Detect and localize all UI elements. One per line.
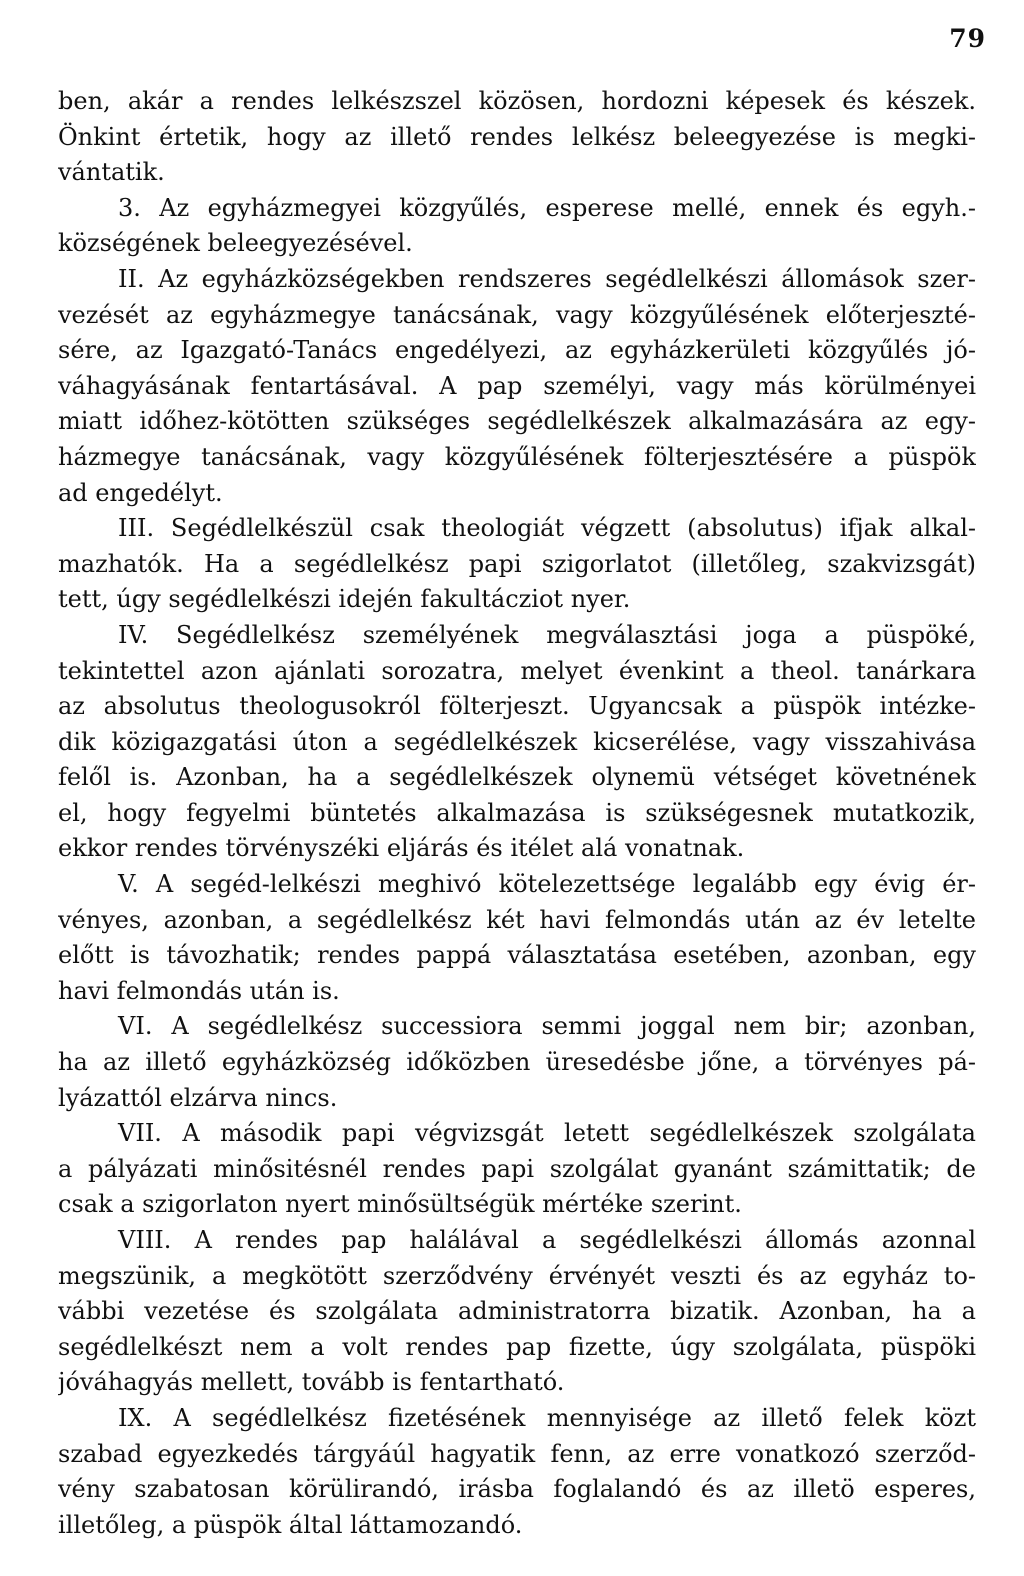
text-line: vezését az egyházmegye tanácsának, vagy közgyűlésének előterjeszté- <box>58 300 976 329</box>
text-line: havi felmondás után is. <box>58 976 340 1005</box>
text-line: dik közigazgatási úton a segédlelkészek kicserélése, vagy visszahivása <box>58 727 976 756</box>
text-line: Önkint értetik, hogy az illető rendes lelkész beleegyezése is megki- <box>58 122 976 151</box>
text-line: községének beleegyezésével. <box>58 229 413 258</box>
text-line: VIII. A rendes pap halálával a segédlelkészi állomás azonnal <box>118 1226 976 1254</box>
text-line: VI. A segédlelkész successiora semmi joggal nem bir; azonban, <box>118 1012 976 1041</box>
text-line: ben, akár a rendes lelkészszel közösen, hordozni képesek és készek. <box>58 87 976 115</box>
text-line: tekintettel azon ajánlati sorozatra, melyet évenkint a theol. tanárkara <box>58 656 976 685</box>
text-line: felől is. Azonban, ha a segédlelkészek olynemü vétséget követnének <box>58 763 976 792</box>
text-line: 3. Az egyházmegyei közgyűlés, esperese mellé, ennek és egyh.- <box>118 193 976 222</box>
text-line: szabad egyezkedés tárgyáúl hagyatik fenn, az erre vonatkozó szerződ- <box>58 1439 976 1468</box>
text-line: vényes, azonban, a segédlelkész két havi felmondás után az év letelte <box>58 905 976 934</box>
text-line: vény szabatosan körülirandó, irásba foglalandó és az illetö esperes, <box>58 1475 976 1504</box>
text-line: vábbi vezetése és szolgálata administratorra bizatik. Azonban, ha a <box>58 1297 976 1326</box>
text-line: sére, az Igazgató-Tanács engedélyezi, az egyházkerületi közgyűlés jó- <box>58 336 976 365</box>
text-line: ha az illető egyházközség időközben üresedésbe jőne, a törvényes pá- <box>58 1048 976 1077</box>
text-line: a pályázati minősitésnél rendes papi szolgálat gyanánt számittatik; de <box>58 1154 976 1183</box>
text-line: csak a szigorlaton nyert minősültségük mértéke szerint. <box>58 1190 742 1219</box>
text-line: V. A segéd-lelkészi meghivó kötelezettsége legalább egy évig ér- <box>118 870 976 899</box>
text-line: váhagyásának fentartásával. A pap személyi, vagy más körülményei <box>58 371 976 400</box>
text-line: mazhatók. Ha a segédlelkész papi szigorlatot (illetőleg, szakvizsgát) <box>58 549 976 578</box>
text-line: illetőleg, a püspök által láttamozandó. <box>58 1510 523 1539</box>
text-line: VII. A második papi végvizsgát letett segédlelkészek szolgálata <box>118 1119 976 1148</box>
text-line: ekkor rendes törvényszéki eljárás és itélet alá vonatnak. <box>58 834 745 863</box>
text-line: el, hogy fegyelmi büntetés alkalmazása is szükségesnek mutatkozik, <box>58 798 976 827</box>
text-line: jóváhagyás mellett, tovább is fentartható. <box>58 1368 565 1397</box>
text-line: házmegye tanácsának, vagy közgyűlésének fölterjesztésére a püspök <box>58 442 976 471</box>
text-line: tett, úgy segédlelkészi idején fakultácziot nyer. <box>58 585 631 614</box>
text-line: megszünik, a megkötött szerződvény érvényét veszti és az egyház to- <box>58 1261 976 1290</box>
text-line: miatt időhez-kötötten szükséges segédlelkészek alkalmazására az egy- <box>58 407 976 436</box>
text-line: az absolutus theologusokról fölterjeszt. Ugyancsak a püspök intézke- <box>58 692 976 721</box>
text-line: III. Segédlelkészül csak theologiát végzett (absolutus) ifjak alkal- <box>118 514 976 543</box>
page-number: 79 <box>949 24 986 53</box>
text-line: vántatik. <box>58 158 165 187</box>
text-line: segédlelkészt nem a volt rendes pap fizette, úgy szolgálata, püspöki <box>58 1332 976 1361</box>
text-line: II. Az egyházközségekben rendszeres segédlelkészi állomások szer- <box>118 264 976 293</box>
text-line: IX. A segédlelkész fizetésének mennyisége az illető felek közt <box>118 1403 976 1432</box>
text-line: IV. Segédlelkész személyének megválasztási joga a püspöké, <box>118 620 976 649</box>
text-line: előtt is távozhatik; rendes pappá választatása esetében, azonban, egy <box>58 941 976 970</box>
text-line: ad engedélyt. <box>58 478 223 507</box>
text-line: lyázattól elzárva nincs. <box>58 1083 338 1112</box>
body-text <box>58 84 976 1543</box>
